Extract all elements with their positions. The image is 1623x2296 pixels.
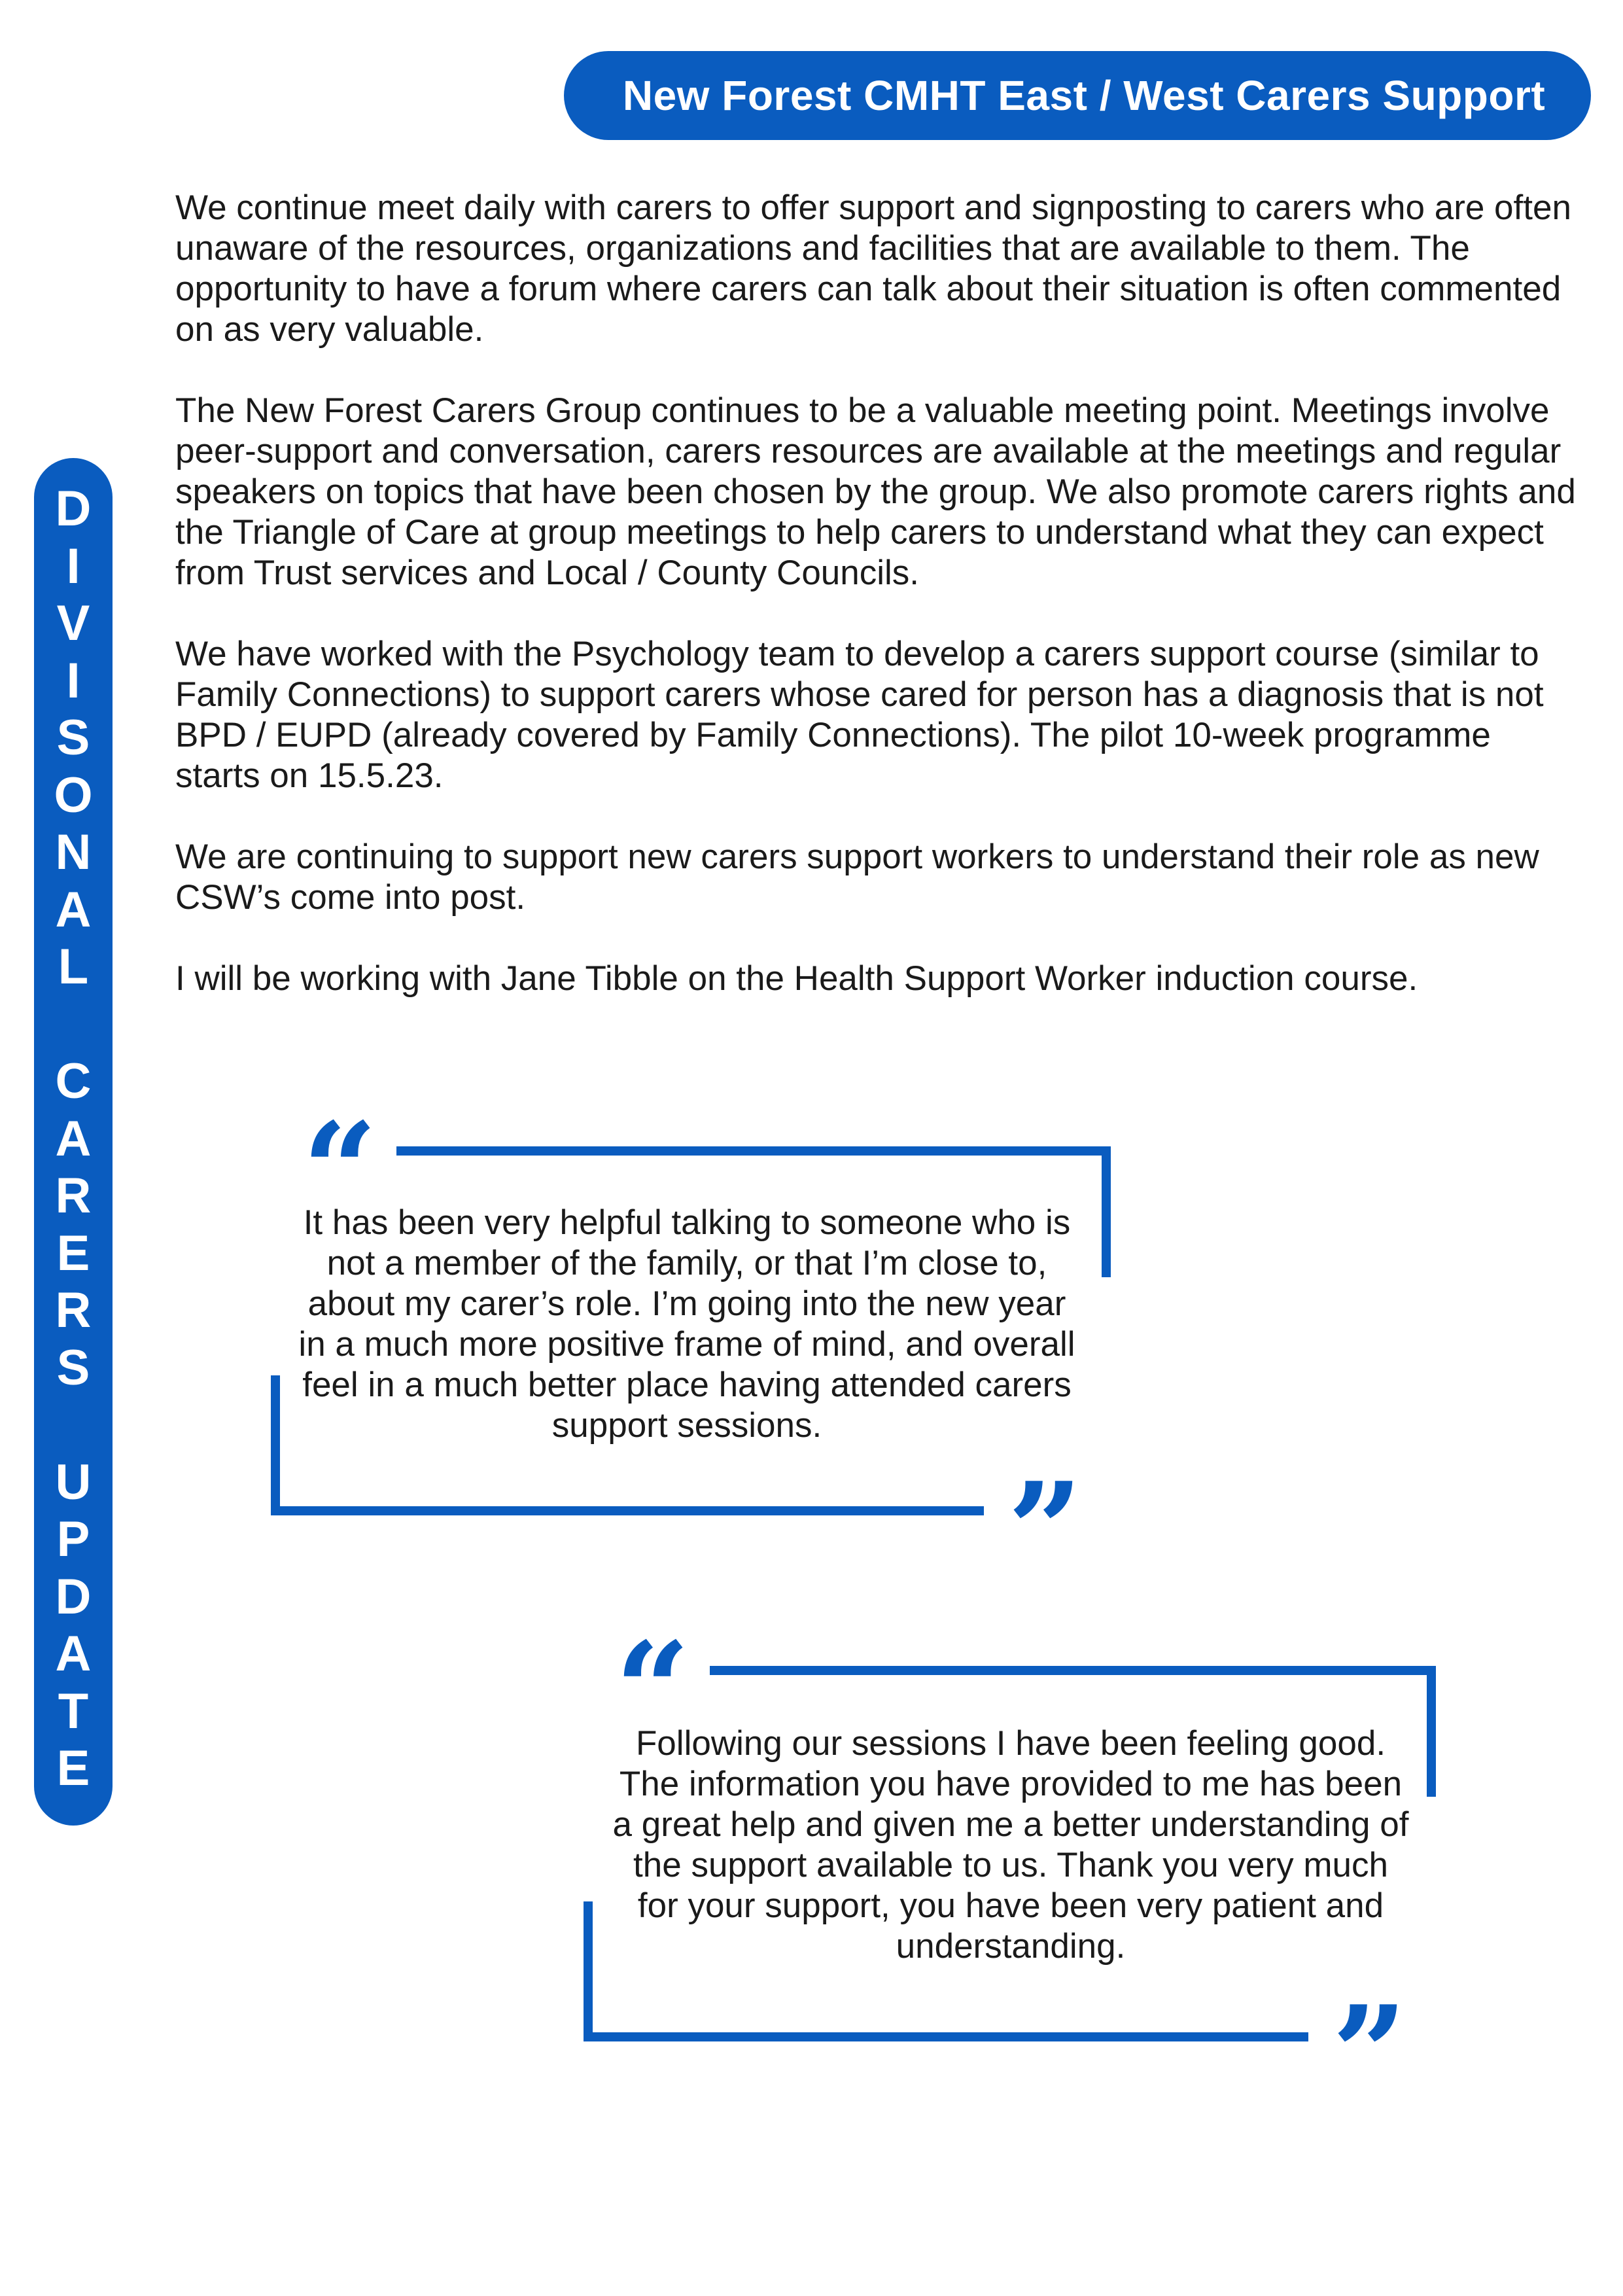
quote-border-left [271, 1375, 280, 1515]
side-letter: A [55, 1110, 92, 1167]
quote-border-bottom [584, 2032, 1308, 2041]
quote-border-right [1102, 1146, 1111, 1277]
side-letter: R [55, 1168, 92, 1224]
close-quote-icon: ” [1332, 1977, 1408, 2131]
quote-border-left [584, 1901, 593, 2041]
paragraph: I will be working with Jane Tibble on the Health Support Worker induction course. [175, 959, 1418, 998]
header-banner [564, 51, 1591, 140]
paragraph: The New Forest Carers Group continues to be a valuable meeting point. Meetings involve peer-support and conversation, carers resources are available at the meetings and regular speakers on topics that have been chosen by the group. We also promote carers rights and the Triangle of Care at group meetings to help carers to understand what they can expect from Trust services and Local / County Councils. [175, 391, 1576, 592]
body-text [175, 188, 1582, 1040]
quote-text: Following our sessions I have been feeling good. The information you have provided to me has been a great help and given me a better understanding of the support available to us. Thank you very much for your support, you have been very patient and understanding. [612, 1724, 1409, 1966]
side-letter: S [56, 710, 90, 766]
side-letter: A [55, 1626, 92, 1682]
side-letter: E [56, 1740, 90, 1796]
paragraph: We have worked with the Psychology team to develop a carers support course (similar to Family Connections) to support carers whose cared for person has a diagnosis that is not BPD / EUPD (already covered by Family Connections). The pilot 10-week programme starts on 15.5.23. [175, 635, 1544, 795]
side-letter: D [55, 1568, 92, 1625]
quote-border-top [710, 1666, 1436, 1675]
side-letter: T [58, 1683, 89, 1739]
side-letter: I [66, 652, 80, 709]
side-letter: A [55, 881, 92, 938]
side-letter: R [55, 1282, 92, 1338]
quote-border-bottom [271, 1506, 984, 1515]
paragraph: We are continuing to support new carers support workers to understand their role as new CSW’s come into post. [175, 838, 1539, 917]
side-letter: I [66, 538, 80, 594]
side-letter: V [56, 595, 90, 651]
open-quote-icon: “ [302, 1094, 378, 1248]
side-letter [34, 1396, 113, 1454]
side-letter: P [56, 1511, 90, 1567]
open-quote-icon: “ [615, 1614, 691, 1767]
side-letter: S [56, 1339, 90, 1396]
close-quote-icon: ” [1007, 1454, 1083, 1608]
quote-border-top [396, 1146, 1111, 1156]
side-letter [34, 996, 113, 1053]
quote-border-right [1427, 1666, 1436, 1797]
side-letter: E [56, 1225, 90, 1281]
side-letter: O [54, 767, 93, 823]
paragraph: We continue meet daily with carers to offer support and signposting to carers who are often unaware of the resources, organizations and facilities that are available to them. The opportunity to have a forum where carers can talk about their situation is often commented on as very valuable. [175, 188, 1571, 349]
side-letter: D [55, 481, 92, 537]
side-letter: C [55, 1053, 92, 1109]
header-title: New Forest CMHT East / West Carers Support [622, 72, 1546, 119]
side-letter: L [58, 939, 89, 995]
side-banner [34, 458, 113, 1826]
quote-text: It has been very helpful talking to someone who is not a member of the family, or that I’m close to, about my carer’s role. I’m going into the new year in a much more positive frame of mind, and overall feel in a much better place having attended carers support sessions. [298, 1203, 1075, 1445]
side-letter: N [55, 824, 92, 880]
side-letter: U [55, 1454, 92, 1510]
